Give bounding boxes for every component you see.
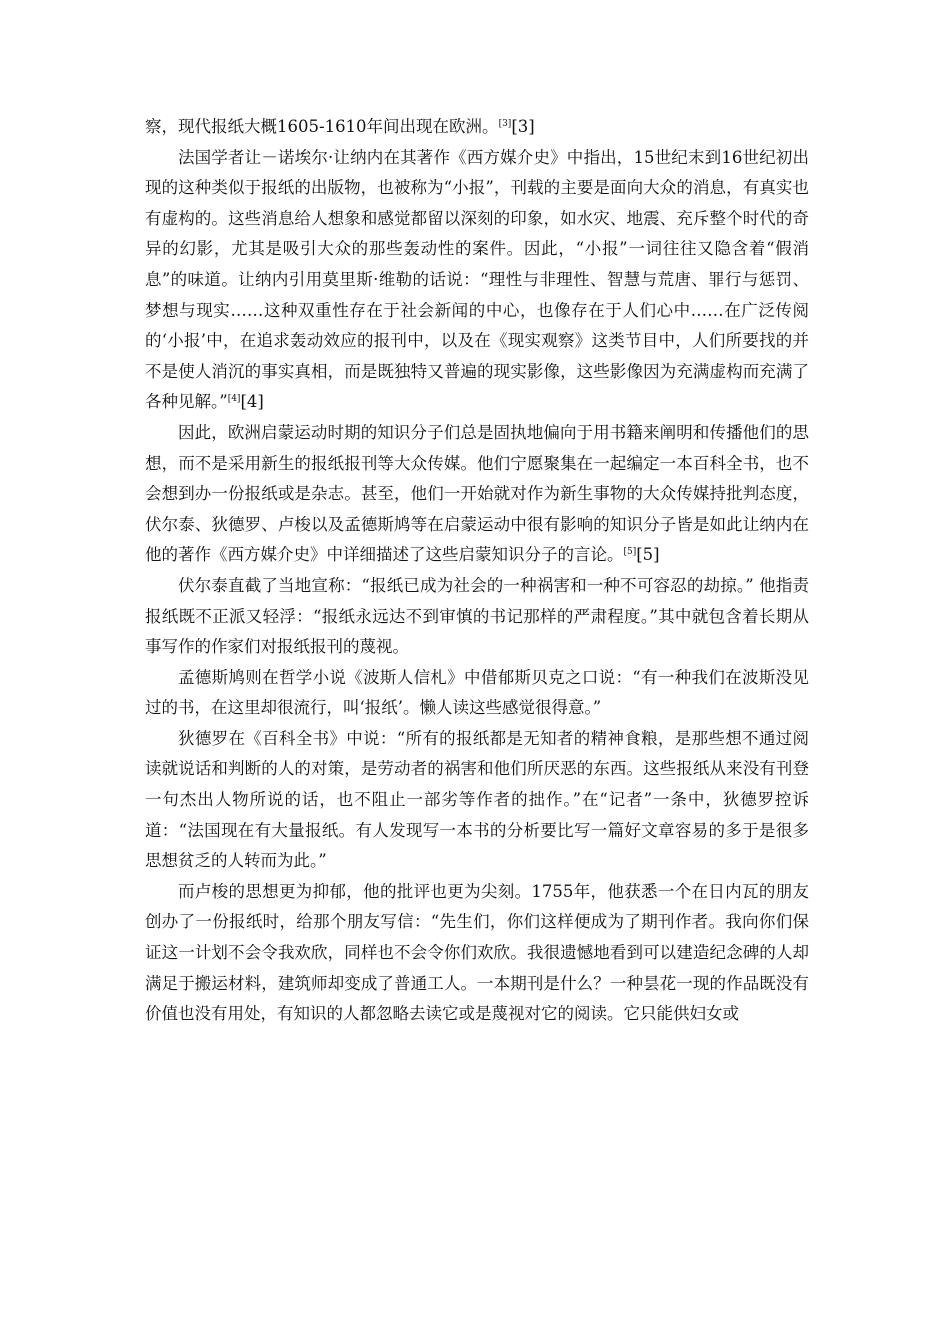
reference-marker: [3]	[511, 117, 535, 136]
paragraph-4	[145, 571, 809, 663]
paragraph-6	[145, 724, 809, 877]
footnote-superscript: [4]	[227, 394, 241, 405]
paragraph-2	[145, 143, 809, 418]
paragraph-1	[145, 112, 809, 143]
footnote-superscript: [5]	[623, 547, 637, 558]
paragraph-text: 而卢梭的思想更为抑郁，他的批评也更为尖刻。1755年，他获悉一个在日内瓦的朋友创办了一份报纸时，给那个朋友写信：“先生们，你们这样便成为了期刊作者。我向你们保证这一计划不会令我欢欣，同样也不会令你们欢欣。我很遗憾地看到可以建造纪念碑的人却满足于搬运材料，建筑师却变成了普通工人。一本期刊是什么？一种昙花一现的作品既没有价值也没有用处，有知识的人都忽略去读它或是蔑视对它的阅读。它只能供妇女或	[145, 881, 809, 1024]
paragraph-text: 法国学者让－诺埃尔·让纳内在其著作《西方媒介史》中指出，15世纪末到16世纪初出现的这种类似于报纸的出版物，也被称为“小报”，刊载的主要是面向大众的消息，有真实也有虚构的。这些消息给人想象和感觉都留以深刻的印象，如水灾、地震、充斥整个时代的奇异的幻影，尤其是吸引大众的那些轰动性的案件。因此，“小报”一词往往又隐含着“假消息”的味道。让纳内引用莫里斯·维勒的话说：“理性与非理性、智慧与荒唐、罪行与惩罚、梦想与现实……这种双重性存在于社会新闻的中心，也像存在于人们心中……在广泛传阅的‘小报’中，在追求轰动效应的报刊中，以及在《现实观察》这类节目中，人们所要找的并不是使人消沉的事实真相，而是既独特又普遍的现实影像，这些影像因为充满虚构而充满了各种见解。”	[145, 147, 809, 412]
paragraph-3	[145, 418, 809, 571]
reference-marker: [4]	[240, 392, 264, 412]
reference-marker: [5]	[636, 545, 660, 565]
paragraph-text: 孟德斯鸠则在哲学小说《波斯人信札》中借郁斯贝克之口说：“有一种我们在波斯没见过的书，在这里却很流行，叫‘报纸’。懒人读这些感觉很得意。”	[145, 667, 809, 718]
paragraph-5	[145, 663, 809, 724]
paragraph-7	[145, 877, 809, 1030]
paragraph-text: 狄德罗在《百科全书》中说：“所有的报纸都是无知者的精神食粮，是那些想不通过阅读就说话和判断的人的对策，是劳动者的祸害和他们所厌恶的东西。这些报纸从来没有刊登一句杰出人物所说的话，也不阻止一部劣等作者的拙作。”在“记者”一条中，狄德罗控诉道：“法国现在有大量报纸。有人发现写一本书的分析要比写一篇好文章容易的多于是很多思想贫乏的人转而为此。”	[145, 728, 809, 871]
paragraph-text: 伏尔泰直截了当地宣称：“报纸已成为社会的一种祸害和一种不可容忍的劫掠。” 他指责报纸既不正派又轻浮：“报纸永远达不到审慎的书记那样的严肃程度。”其中就包含着长期从事写作的作家们对报纸报刊的蔑视。	[145, 575, 809, 657]
footnote-superscript: [3]	[498, 119, 512, 129]
paragraph-text: 察，现代报纸大概1605-1610年间出现在欧洲。	[145, 117, 499, 136]
paragraph-text: 因此，欧洲启蒙运动时期的知识分子们总是固执地偏向于用书籍来阐明和传播他们的思想，而不是采用新生的报纸报刊等大众传媒。他们宁愿聚集在一起编定一本百科全书，也不会想到办一份报纸或是杂志。甚至，他们一开始就对作为新生事物的大众传媒持批判态度，伏尔泰、狄德罗、卢梭以及孟德斯鸠等在启蒙运动中很有影响的知识分子皆是如此让纳内在他的著作《西方媒介史》中详细描述了这些启蒙知识分子的言论。	[145, 422, 809, 565]
document-page	[145, 112, 809, 1030]
